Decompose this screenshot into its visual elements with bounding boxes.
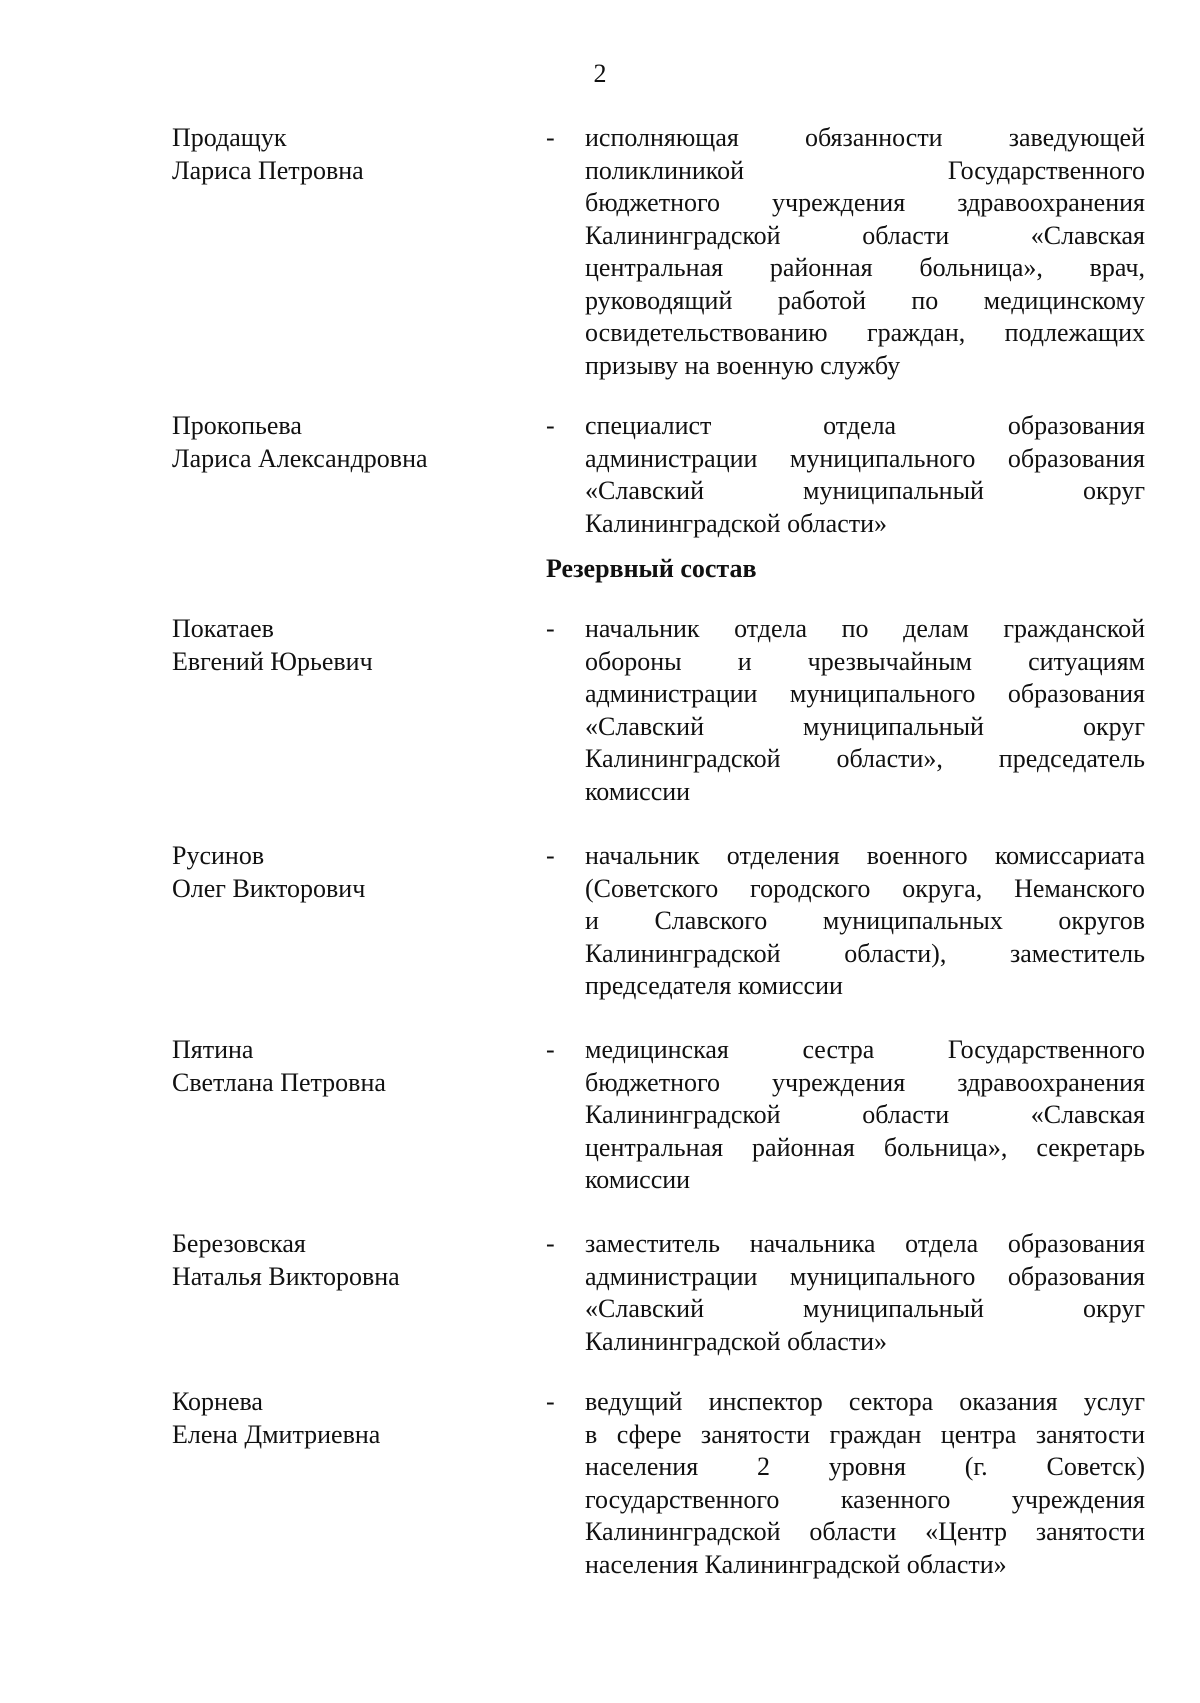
position-line: и Славского муниципальных округов [585, 906, 1145, 935]
reserve-section-heading: Резервный состав [546, 554, 757, 583]
member-given-names: Лариса Петровна [172, 155, 364, 185]
position-line: председателя комиссии [585, 971, 843, 1000]
dash-separator: - [546, 411, 555, 440]
member-given-names: Светлана Петровна [172, 1067, 386, 1097]
dash-separator: - [546, 841, 555, 870]
dash-separator: - [546, 614, 555, 643]
position-line: комиссии [585, 1165, 691, 1194]
member-surname: Прокопьева [172, 411, 302, 440]
position-line: бюджетного учреждения здравоохранения [585, 1067, 1145, 1097]
position-line: администрации муниципального образования [585, 1261, 1145, 1291]
position-line: администрации муниципального образования [585, 679, 1145, 708]
position-line: начальник отделения военного комиссариата [585, 841, 1145, 870]
position-line: Калининградской области», председатель [585, 744, 1145, 773]
position-line: бюджетного учреждения здравоохранения [585, 188, 1145, 217]
member-surname: Березовская [172, 1229, 306, 1258]
position-line: специалист отдела образования [585, 411, 1145, 440]
position-line: «Славский муниципальный округ [585, 1294, 1145, 1323]
position-line: ведущий инспектор сектора оказания услуг [585, 1387, 1145, 1416]
position-line: населения Калининградской области» [585, 1549, 1007, 1579]
dash-separator: - [546, 123, 555, 152]
position-line: государственного казенного учреждения [585, 1484, 1145, 1514]
position-line: медицинская сестра Государственного [585, 1035, 1145, 1064]
member-name [172, 613, 532, 678]
member-name [172, 840, 532, 905]
position-line: администрации муниципального образования [585, 443, 1145, 473]
position-line: призыву на военную службу [585, 350, 901, 380]
member-surname: Пятина [172, 1035, 254, 1064]
member-position [585, 613, 1145, 808]
member-position [585, 1228, 1145, 1358]
member-name [172, 410, 532, 475]
position-line: начальник отдела по делам гражданской [585, 614, 1145, 643]
position-line: центральная районная больница», врач, [585, 253, 1145, 282]
member-position [585, 1034, 1145, 1197]
member-given-names: Лариса Александровна [172, 443, 428, 473]
member-surname: Продащук [172, 123, 287, 152]
member-given-names: Елена Дмитриевна [172, 1419, 381, 1449]
member-surname: Покатаев [172, 614, 274, 643]
position-line: комиссии [585, 776, 691, 806]
position-line: населения 2 уровня (г. Советск) [585, 1452, 1145, 1481]
position-line: руководящий работой по медицинскому [585, 285, 1145, 315]
member-name [172, 1386, 532, 1451]
page-number: 2 [593, 59, 607, 88]
member-position [585, 840, 1145, 1003]
position-line: «Славский муниципальный округ [585, 711, 1145, 741]
position-line: «Славский муниципальный округ [585, 476, 1145, 505]
dash-separator: - [546, 1035, 555, 1064]
position-line: Калининградской области), заместитель [585, 938, 1145, 968]
position-line: обороны и чрезвычайным ситуациям [585, 646, 1145, 676]
member-position [585, 1386, 1145, 1581]
member-given-names: Наталья Викторовна [172, 1261, 400, 1291]
position-line: заместитель начальника отдела образования [585, 1229, 1145, 1258]
member-name [172, 122, 532, 187]
member-surname: Корнева [172, 1387, 263, 1416]
position-line: Калининградской области» [585, 508, 888, 538]
position-line: исполняющая обязанности заведующей [585, 123, 1145, 152]
position-line: Калининградской области» [585, 1326, 888, 1356]
position-line: Калининградской области «Центр занятости [585, 1517, 1145, 1546]
position-line: центральная районная больница», секретарь [585, 1132, 1145, 1162]
position-line: в сфере занятости граждан центра занятости [585, 1419, 1145, 1449]
position-line: освидетельствованию граждан, подлежащих [585, 318, 1145, 347]
member-position [585, 122, 1145, 382]
member-surname: Русинов [172, 841, 265, 870]
member-given-names: Евгений Юрьевич [172, 646, 373, 676]
position-line: Калининградской области «Славская [585, 1100, 1145, 1129]
member-name [172, 1034, 532, 1099]
position-line: Калининградской области «Славская [585, 220, 1145, 250]
position-line: поликлиникой Государственного [585, 155, 1145, 185]
dash-separator: - [546, 1229, 555, 1258]
member-given-names: Олег Викторович [172, 873, 366, 903]
member-position [585, 410, 1145, 540]
member-name [172, 1228, 532, 1293]
position-line: (Советского городского округа, Неманского [585, 873, 1145, 903]
dash-separator: - [546, 1387, 555, 1416]
